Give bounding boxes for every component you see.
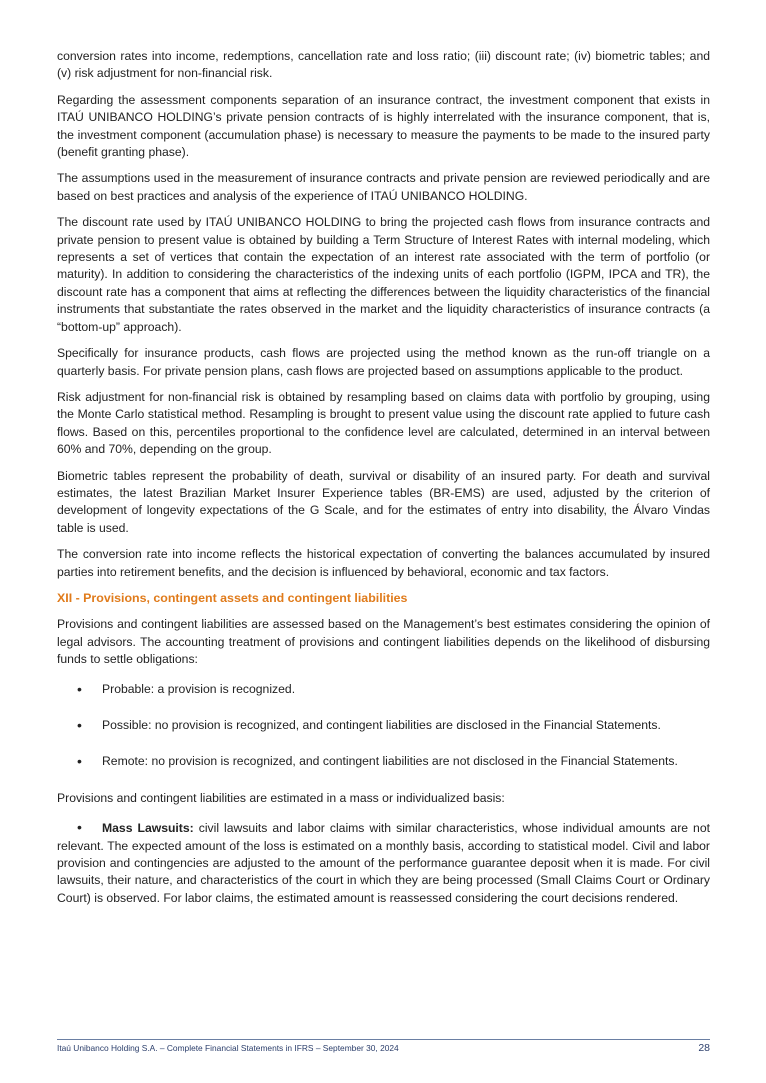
bullet-icon: • — [77, 819, 82, 836]
paragraph: The conversion rate into income reflects the historical expectation of converting the balances accumulated by insured parties into retirement benefits, and the decision is influenced by behavioral, economic and tax factors. — [57, 547, 710, 579]
bullet-icon: • — [77, 680, 82, 697]
document-body — [57, 48, 710, 916]
page-number: 28 — [698, 1042, 710, 1054]
list-item-text: Possible: no provision is recognized, and contingent liabilities are disclosed in the Financial Statements. — [102, 718, 661, 732]
list-item-text: Remote: no provision is recognized, and contingent liabilities are not disclosed in the Financial Statements. — [102, 754, 678, 769]
bullet-icon: • — [77, 753, 82, 770]
section-intro: Provisions and contingent liabilities are assessed based on the Management’s best estimates considering the opinion of legal advisors. The accounting treatment of provisions and contingent liabilities depends on the likelihood of disbursing funds to settle obligations: — [57, 617, 710, 667]
mass-lawsuits-label: Mass Lawsuits: — [102, 821, 194, 836]
estimation-text: Provisions and contingent liabilities are estimated in a mass or individualized basis: — [57, 790, 505, 805]
paragraph: conversion rates into income, redemptions, cancellation rate and loss ratio; (iii) discount rate; (iv) biometric tables; and (v) risk adjustment for non-financial risk. — [57, 49, 710, 81]
footer-text: Itaú Unibanco Holding S.A. – Complete Financial Statements in IFRS – September 30, 2024 — [57, 1043, 399, 1053]
bullet-list — [57, 681, 710, 771]
mass-lawsuits-paragraph — [57, 819, 710, 907]
paragraph: Risk adjustment for non-financial risk is obtained by resampling based on claims data with portfolio by grouping, using the Monte Carlo statistical method. Resampling is brought to present value using the discount rate applied to future cash flows. Based on this, percentiles proportional to the confidence level are calculated, determined in an interval between 60% and 70%, depending on the group. — [57, 389, 710, 457]
footer-divider — [57, 1039, 710, 1040]
paragraph: Specifically for insurance products, cash flows are projected using the method known as the run-off triangle on a quarterly basis. For private pension plans, cash flows are projected based on assumptions applicable to the product. — [57, 346, 710, 378]
mass-lawsuits-text: civil lawsuits and labor claims with similar characteristics, whose individual amounts are not relevant. The expected amount of the loss is estimated on a monthly basis, according to statistical model. Civil and labor provision and contingencies are adjusted to the amount of the performance guarantee deposit when it is made. For civil lawsuits, their nature, and characteristics of the court in which they are being processed (Small Claims Court or Ordinary Court) is observed. For labor claims, the estimated amount is reassessed considering the court decisions rendered. — [57, 821, 710, 905]
list-item-text: Probable: a provision is recognized. — [102, 681, 296, 696]
section-heading: XII - Provisions, contingent assets and contingent liabilities — [57, 590, 408, 605]
list-item — [57, 681, 710, 698]
paragraph: Regarding the assessment components separation of an insurance contract, the investment component that exists in ITAÚ UNIBANCO HOLDING’s private pension contracts of is highly interrelated with the insurance component, that is, the investment component (accumulation phase) is necessary to measure the payments to be made to the insured party (benefit granting phase). — [57, 92, 710, 160]
list-item — [57, 717, 710, 734]
paragraph: Biometric tables represent the probability of death, survival or disability of an insured party. For death and survival estimates, the latest Brazilian Market Insurer Experience tables (BR-EMS) are used, adjusted by the criterion of development of longevity expectations of the G Scale, and for the estimates of entry into disability, the Álvaro Vindas table is used. — [57, 468, 710, 535]
bullet-icon: • — [77, 717, 82, 733]
list-item — [57, 753, 710, 770]
paragraph: The discount rate used by ITAÚ UNIBANCO HOLDING to bring the projected cash flows from insurance contracts and private pension to present value is obtained by building a Term Structure of Interest Rates with internal modeling, which represents a set of vertices that contain the expectation of an interest rate associated with the term of portfolio (or maturity). In addition to considering the characteristics of the indexing units of each portfolio (IGPM, IPCA and TR), the discount rate has a component that aims at reflecting the differences between the liquidity characteristics of the financial instruments that substantiate the rates observed in the market and the liquidity characteristics of insurance contracts (a “bottom-up” approach). — [57, 215, 710, 334]
paragraph: The assumptions used in the measurement of insurance contracts and private pension are reviewed periodically and are based on best practices and analysis of the experience of ITAÚ UNIBANCO HOLDING. — [57, 171, 710, 203]
